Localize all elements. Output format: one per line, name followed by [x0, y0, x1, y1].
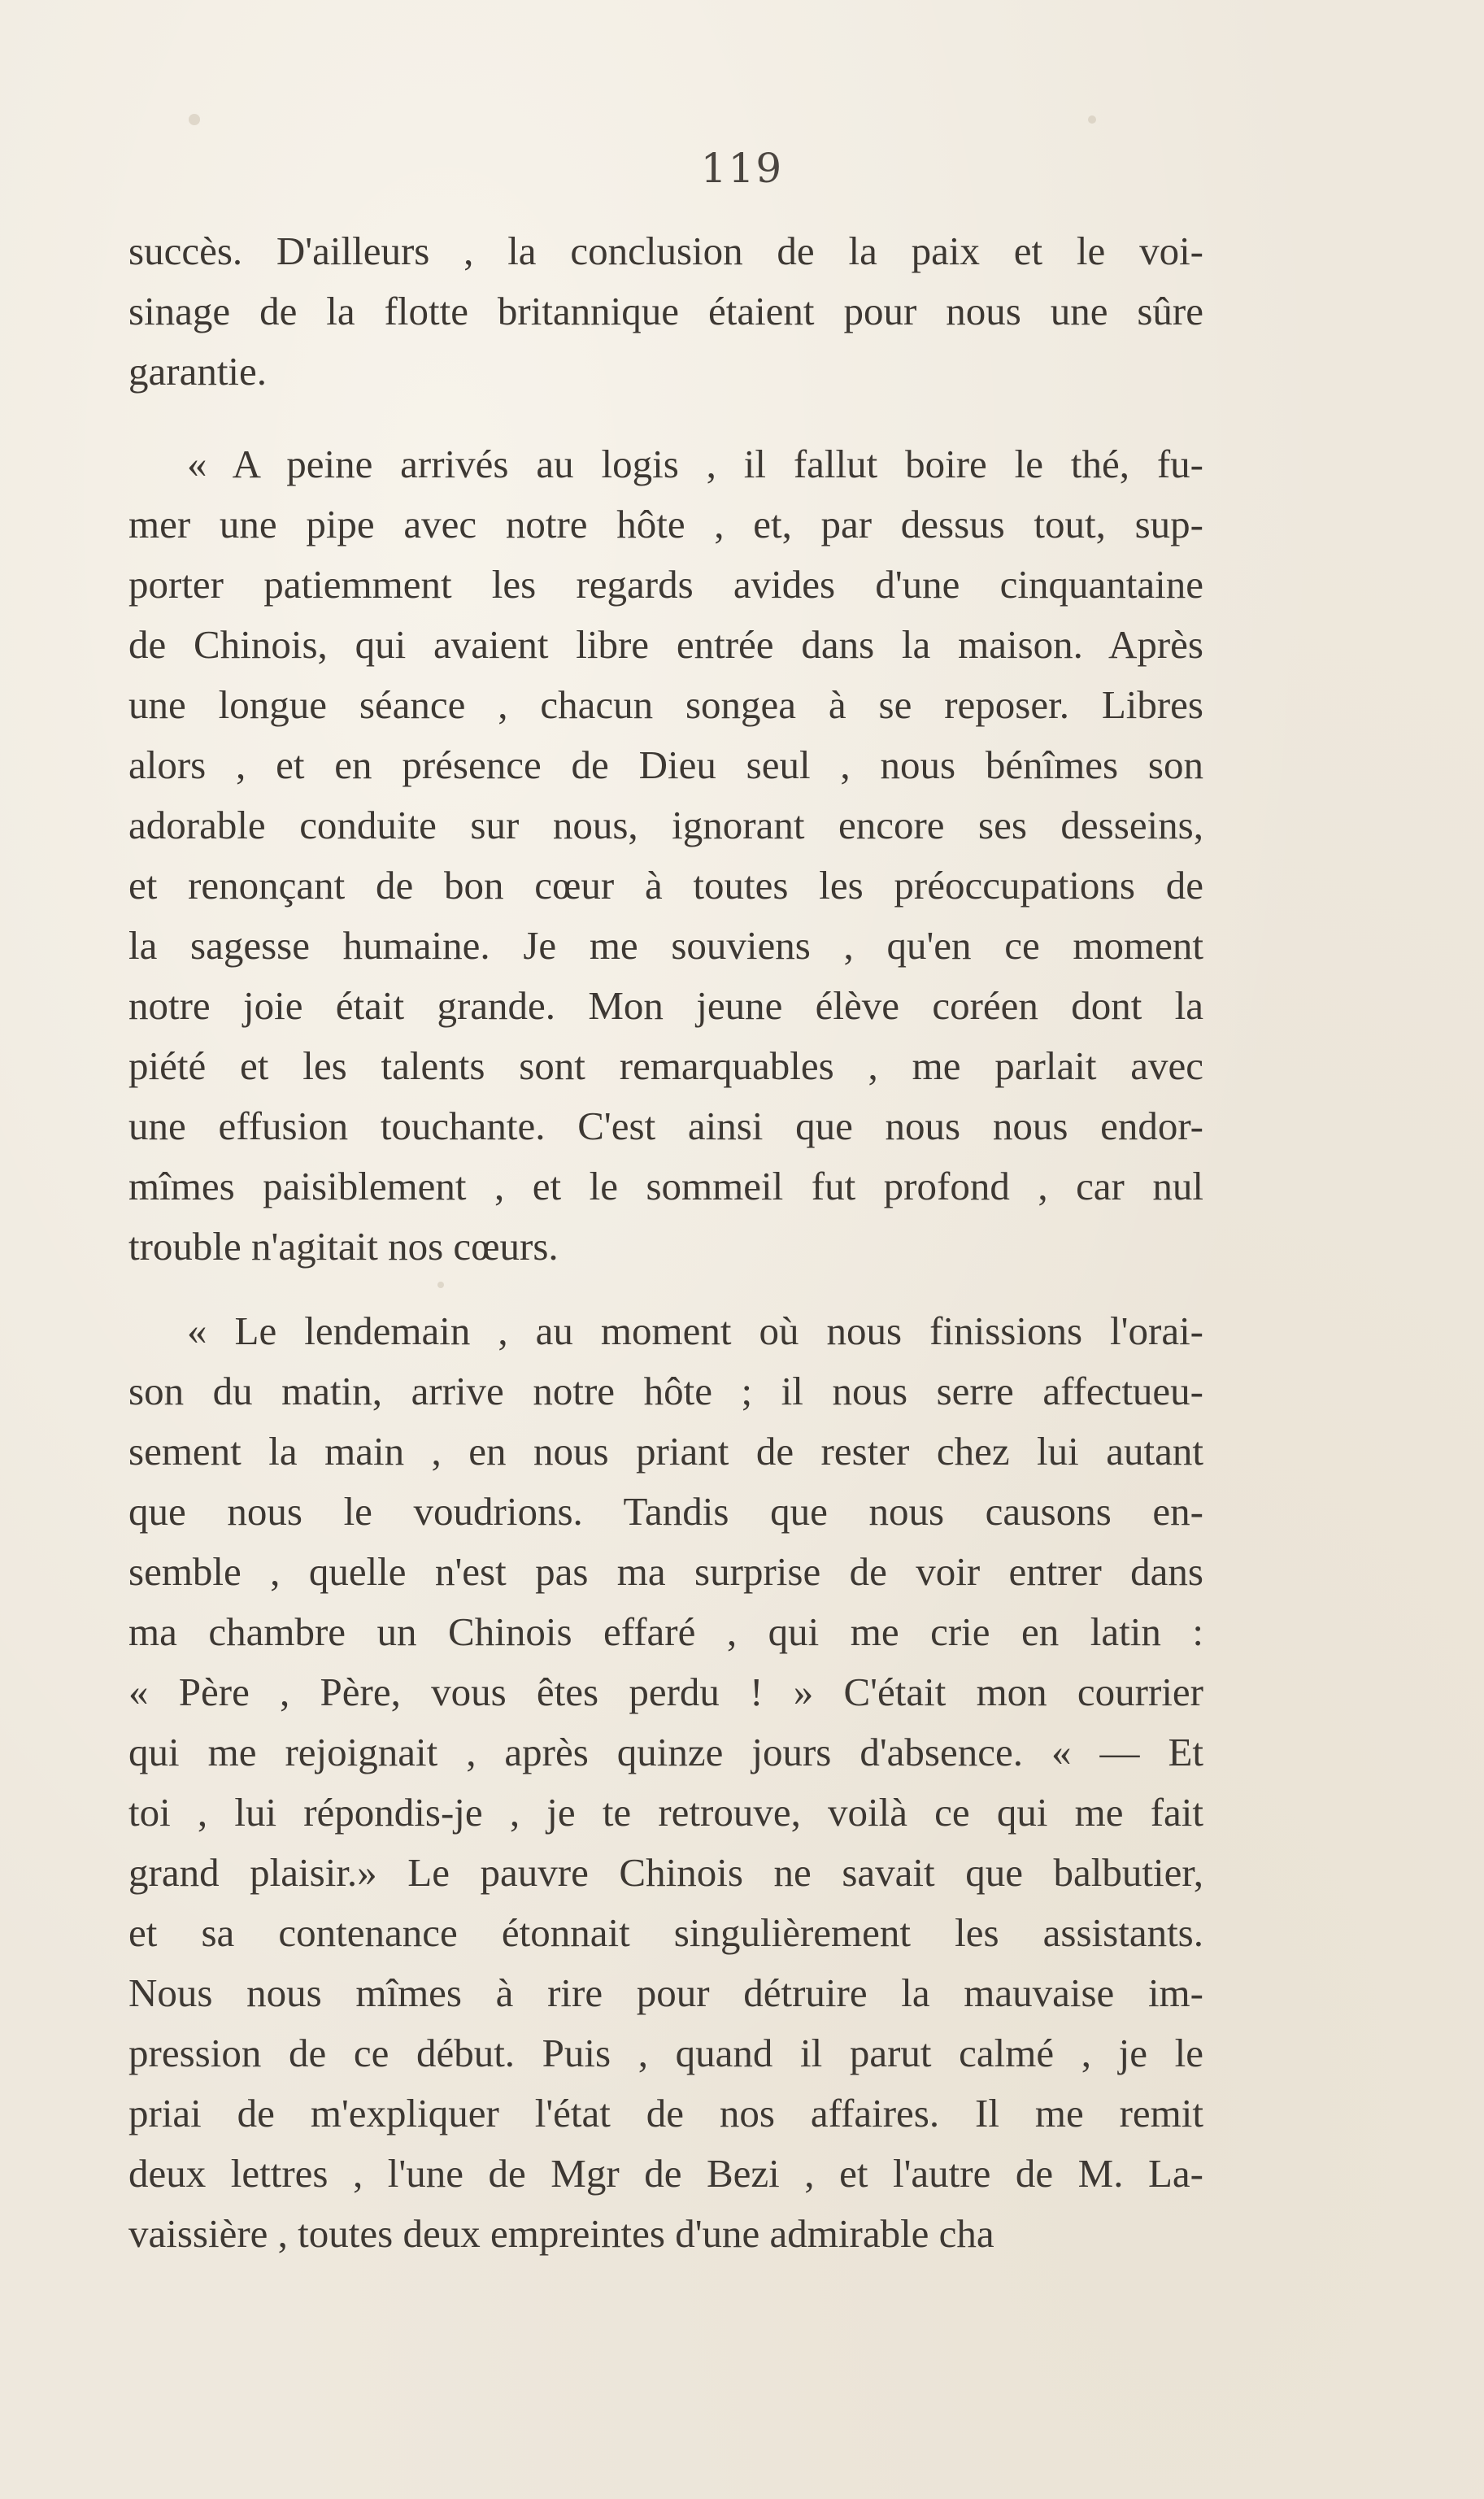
text-line: priai de m'expliquer l'état de nos affaires. Il me remit	[128, 2091, 1203, 2135]
paper-spot	[189, 114, 200, 125]
text-line: alors , et en présence de Dieu seul , nous bénîmes son	[128, 742, 1203, 787]
text-line: garantie.	[128, 349, 268, 394]
text-line: mîmes paisiblement , et le sommeil fut profond , car nul	[128, 1164, 1203, 1208]
text-line: son du matin, arrive notre hôte ; il nous serre affectueu-	[128, 1369, 1203, 1413]
text-line: une longue séance , chacun songea à se reposer. Libres	[128, 682, 1203, 727]
text-line: vaissière , toutes deux empreintes d'une admirable cha	[128, 2211, 994, 2256]
text-line: la sagesse humaine. Je me souviens , qu'en ce moment	[128, 923, 1203, 968]
text-line: « A peine arrivés au logis , il fallut boire le thé, fu-	[187, 442, 1203, 486]
text-line: qui me rejoignait , après quinze jours d'absence. « — Et	[128, 1730, 1203, 1774]
text-line: Nous nous mîmes à rire pour détruire la mauvaise im-	[128, 1970, 1203, 2015]
text-line: ma chambre un Chinois effaré , qui me crie en latin :	[128, 1609, 1203, 1654]
text-line: sinage de la flotte britannique étaient pour nous une sûre	[128, 289, 1203, 333]
text-line: et renonçant de bon cœur à toutes les préoccupations de	[128, 863, 1203, 908]
text-line: une effusion touchante. C'est ainsi que nous nous endor-	[128, 1104, 1203, 1148]
text-line: mer une pipe avec notre hôte , et, par dessus tout, sup-	[128, 502, 1203, 546]
text-line: et sa contenance étonnait singulièrement les assistants.	[128, 1910, 1203, 1955]
text-line: trouble n'agitait nos cœurs.	[128, 1224, 559, 1269]
page-number: 119	[700, 145, 784, 192]
paper-spot	[437, 1282, 444, 1288]
text-line: piété et les talents sont remarquables , me parlait avec	[128, 1043, 1203, 1088]
text-line: de Chinois, qui avaient libre entrée dans la maison. Après	[128, 622, 1203, 667]
paper-spot	[1088, 115, 1096, 124]
text-line: grand plaisir.» Le pauvre Chinois ne savait que balbutier,	[128, 1850, 1203, 1895]
text-line: semble , quelle n'est pas ma surprise de voir entrer dans	[128, 1549, 1203, 1594]
text-line: adorable conduite sur nous, ignorant encore ses desseins,	[128, 803, 1203, 847]
text-line: succès. D'ailleurs , la conclusion de la paix et le voi-	[128, 229, 1203, 273]
text-line: porter patiemment les regards avides d'une cinquantaine	[128, 562, 1203, 607]
text-line: pression de ce début. Puis , quand il parut calmé , je le	[128, 2031, 1203, 2075]
text-line: sement la main , en nous priant de rester chez lui autant	[128, 1429, 1203, 1474]
text-line: « Le lendemain , au moment où nous finissions l'orai-	[187, 1308, 1203, 1353]
text-line: toi , lui répondis-je , je te retrouve, voilà ce qui me fait	[128, 1790, 1203, 1835]
text-line: que nous le voudrions. Tandis que nous causons en-	[128, 1489, 1203, 1534]
text-line: deux lettres , l'une de Mgr de Bezi , et l'autre de M. La-	[128, 2151, 1203, 2196]
text-line: notre joie était grande. Mon jeune élève coréen dont la	[128, 983, 1203, 1028]
text-line: « Père , Père, vous êtes perdu ! » C'était mon courrier	[128, 1670, 1203, 1714]
